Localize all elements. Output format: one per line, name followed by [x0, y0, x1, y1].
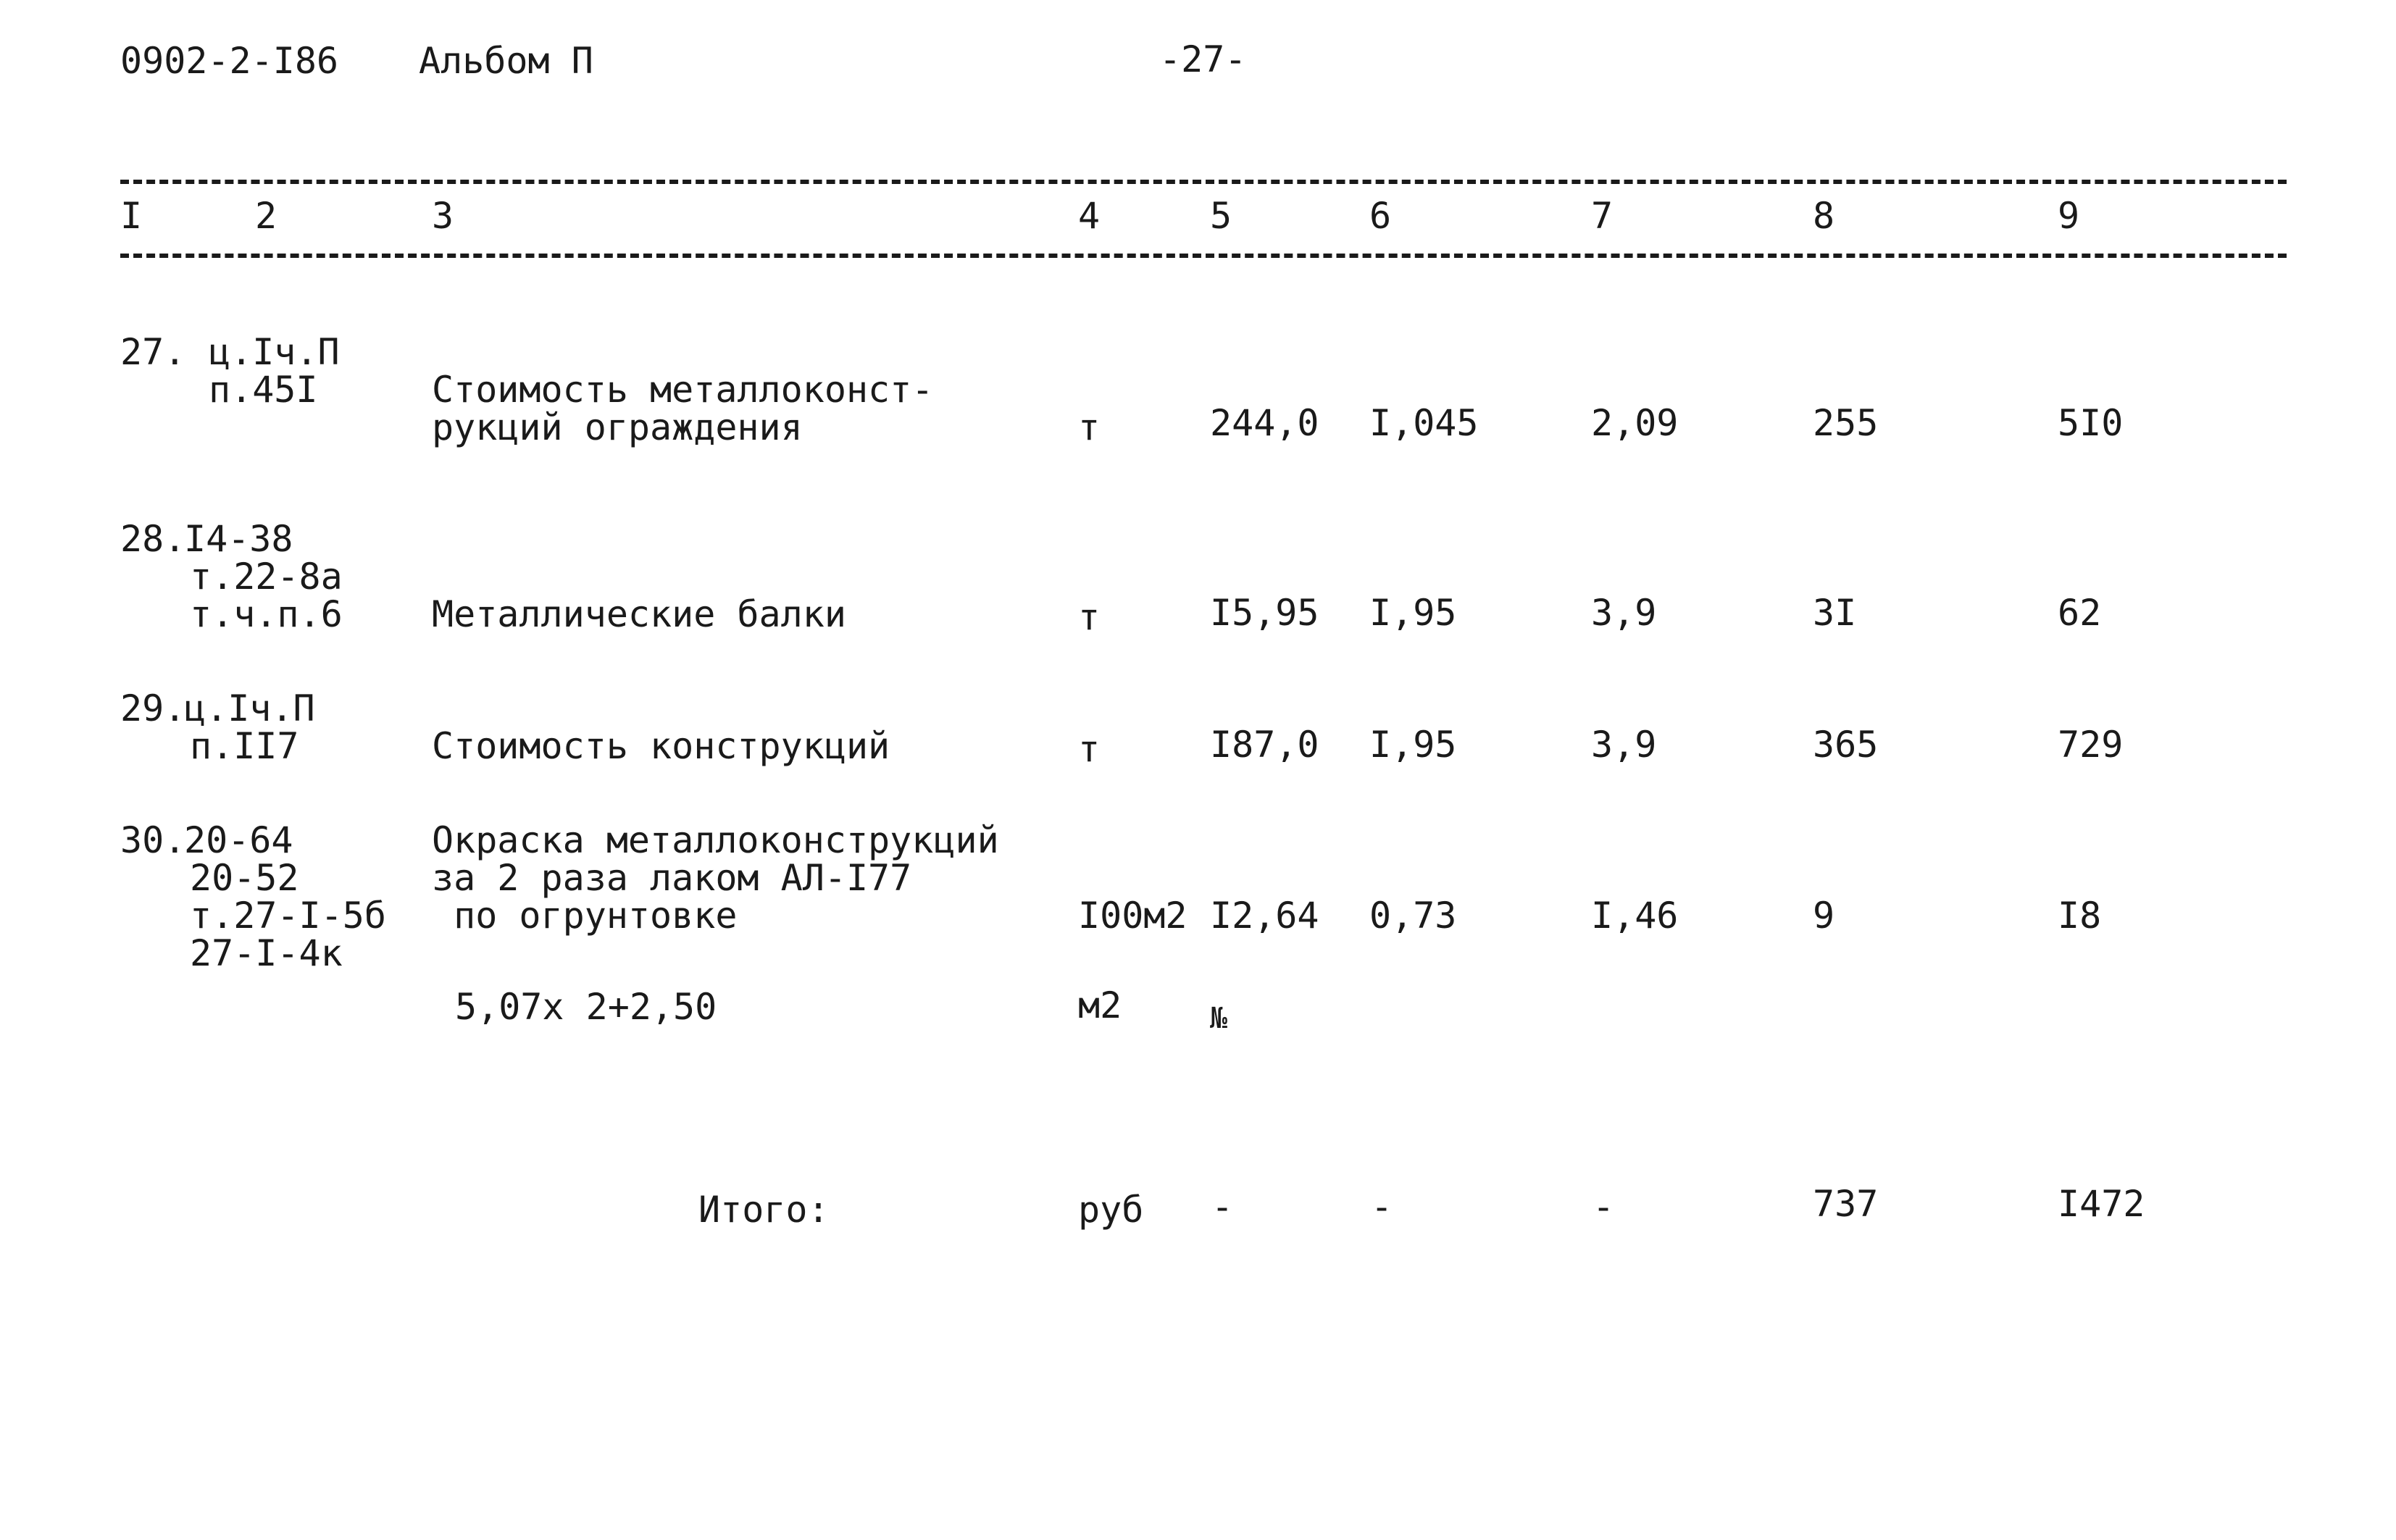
row-30-calculation-unit: м2 — [1078, 984, 1122, 1026]
row-30-col-8: 9 — [1813, 895, 1835, 937]
row-27-unit: т — [1078, 406, 1101, 448]
column-header-2: 2 — [255, 195, 277, 237]
document-code: 0902-2-I86 — [120, 40, 339, 82]
row-29-col-6: I,95 — [1369, 724, 1457, 766]
row-29-col-7: 3,9 — [1591, 724, 1657, 766]
total-col-9: I472 — [2058, 1183, 2145, 1225]
total-col-7: - — [1593, 1186, 1615, 1228]
row-30-code-line-3: т.27-I-5б — [190, 895, 386, 937]
row-28-col-5: I5,95 — [1210, 592, 1319, 634]
row-28-col-7: 3,9 — [1591, 592, 1657, 634]
column-header-6: 6 — [1369, 195, 1392, 237]
row-29-col-9: 729 — [2058, 724, 2124, 766]
row-29-col-8: 365 — [1813, 724, 1879, 766]
row-28-name: Металлические балки — [432, 593, 846, 635]
row-28-col-6: I,95 — [1369, 592, 1457, 634]
row-30-number: 30. — [120, 819, 186, 861]
row-30-code-line-2: 20-52 — [190, 857, 299, 899]
row-30-name-line-2: за 2 раза лаком АЛ-I77 — [432, 857, 912, 899]
row-29-unit: т — [1078, 728, 1101, 770]
row-27-code-line-2: п.45I — [209, 369, 318, 411]
row-28-code-line-2: т.22-8а — [190, 556, 343, 598]
row-30-col-7: I,46 — [1591, 895, 1679, 937]
row-27-col-7: 2,09 — [1591, 402, 1679, 444]
row-27-name-line-1: Стоимость металлоконст- — [432, 369, 934, 411]
total-label: Итого: — [698, 1189, 830, 1231]
column-header-4: 4 — [1078, 195, 1101, 237]
row-30-number-sign: № — [1210, 1002, 1228, 1035]
column-header-8: 8 — [1813, 195, 1835, 237]
album-label: Альбом П — [419, 40, 593, 82]
header-bottom-rule — [120, 254, 2287, 258]
row-30-calculation: 5,07х 2+2,50 — [455, 986, 717, 1028]
row-29-code-line-1: ц.Iч.П — [184, 687, 315, 729]
row-28-code-line-1: I4-38 — [184, 518, 293, 560]
row-27-code-line-1: ц.Iч.П — [209, 331, 340, 373]
row-27-col-9: 5I0 — [2058, 402, 2124, 444]
column-header-9: 9 — [2058, 195, 2080, 237]
row-29-code-line-2: п.II7 — [190, 725, 299, 767]
header-top-rule — [120, 180, 2287, 184]
row-30-col-6: 0,73 — [1369, 895, 1457, 937]
row-30-col-5: I2,64 — [1210, 895, 1319, 937]
row-28-number: 28. — [120, 518, 186, 560]
row-30-code-line-4: 27-I-4к — [190, 932, 343, 974]
row-27-col-6: I,045 — [1369, 402, 1479, 444]
row-28-code-line-3: т.ч.п.6 — [190, 593, 343, 635]
row-30-col-9: I8 — [2058, 895, 2102, 937]
row-29-number: 29. — [120, 687, 186, 729]
total-col-6: - — [1371, 1186, 1393, 1228]
row-28-col-9: 62 — [2058, 592, 2102, 634]
row-29-name: Стоимость конструкций — [432, 725, 890, 767]
row-28-col-8: 3I — [1813, 592, 1857, 634]
column-header-5: 5 — [1210, 195, 1232, 237]
row-27-col-5: 244,0 — [1210, 402, 1319, 444]
column-header-3: 3 — [432, 195, 454, 237]
row-27-name-line-2: рукций ограждения — [432, 406, 803, 448]
row-27-col-8: 255 — [1813, 402, 1879, 444]
row-30-unit: I00м2 — [1078, 895, 1187, 937]
row-27-number: 27. — [120, 331, 186, 373]
column-header-7: 7 — [1591, 195, 1614, 237]
row-29-col-5: I87,0 — [1210, 724, 1319, 766]
row-30-name-line-1: Окраска металлоконструкций — [432, 819, 999, 861]
page-number: -27- — [1159, 38, 1247, 80]
total-unit: руб — [1078, 1189, 1144, 1231]
row-28-unit: т — [1078, 596, 1101, 638]
column-header-1: I — [120, 195, 143, 237]
total-col-5: - — [1211, 1186, 1234, 1228]
row-30-name-line-3: по огрунтовке — [432, 895, 738, 937]
row-30-code-line-1: 20-64 — [184, 819, 293, 861]
total-col-8: 737 — [1813, 1183, 1879, 1225]
